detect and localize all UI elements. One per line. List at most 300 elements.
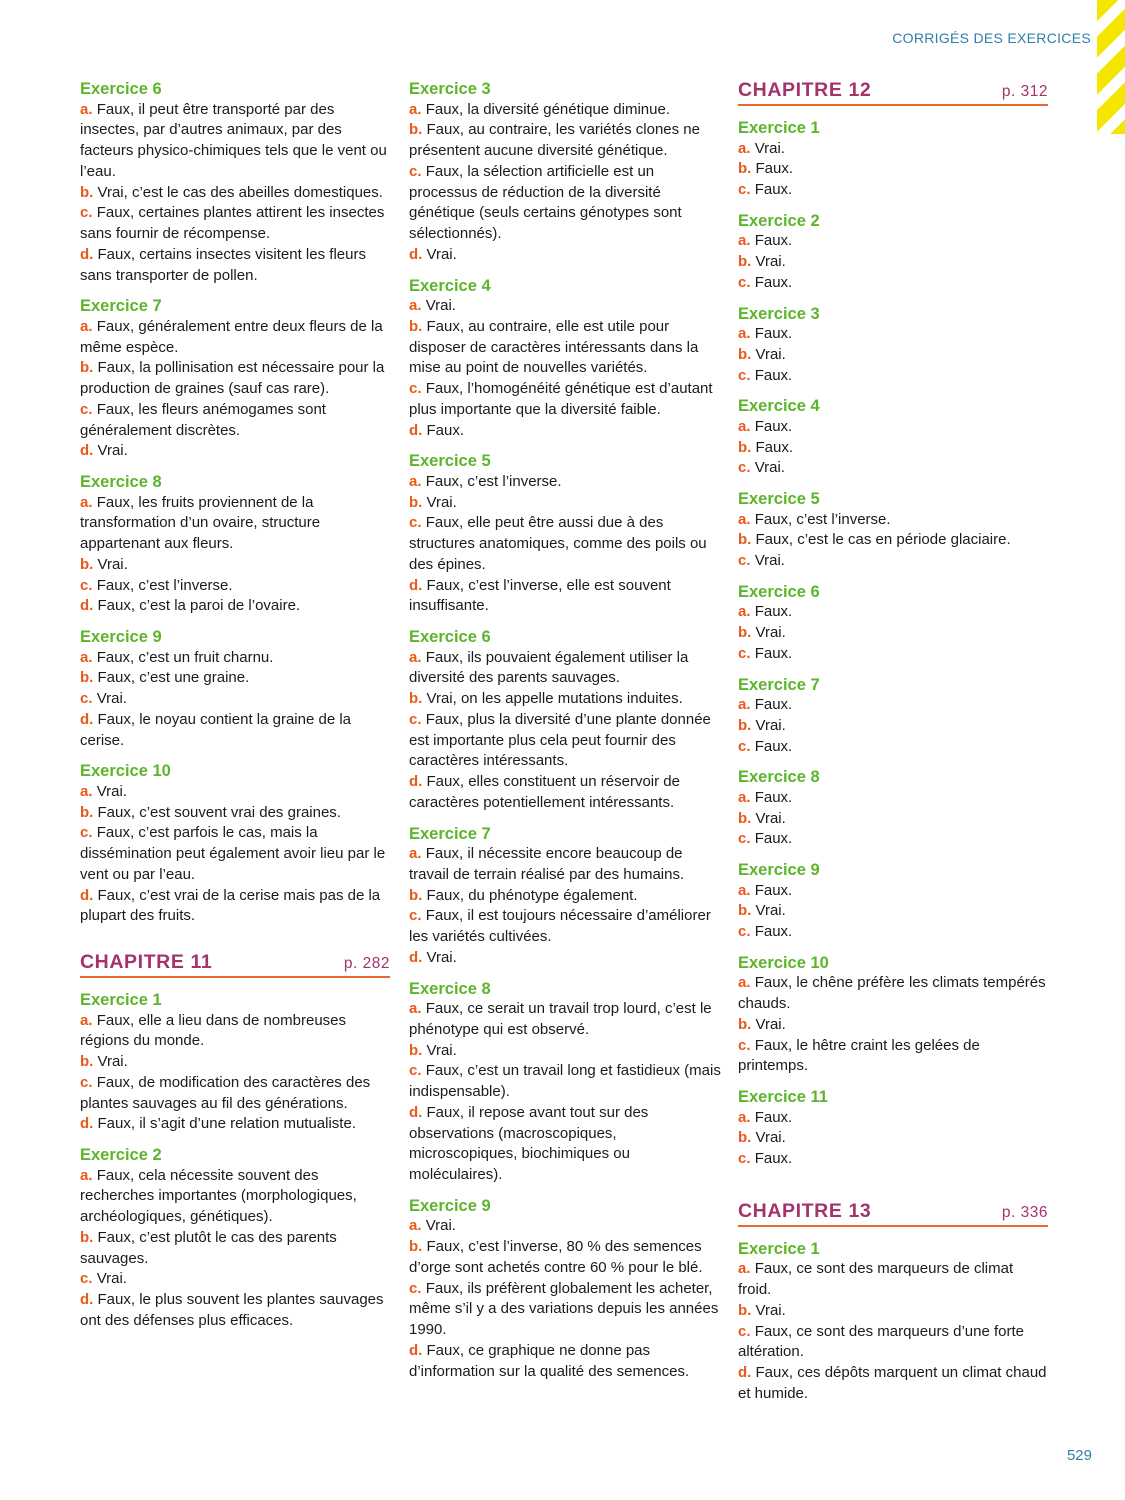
exercise-block (409, 824, 725, 969)
answer-letter: c. (738, 366, 751, 384)
answer-line (409, 576, 725, 618)
answer-line (409, 710, 725, 772)
answer-letter: a. (80, 317, 93, 335)
answer-letter: c. (80, 824, 93, 842)
chapter-header (738, 1200, 1048, 1227)
exercise-block (738, 675, 1048, 758)
answer-text: Faux, ce graphique ne donne pas d’information sur la qualité des semences. (409, 1341, 690, 1380)
answer-letter: b. (738, 253, 752, 270)
answer-line (409, 648, 725, 690)
exercise-block (80, 79, 390, 286)
exercise-title: Exercice 8 (738, 768, 820, 787)
answer-letter: c. (409, 907, 422, 925)
answer-text: Faux, cela nécessite souvent des recherches importantes (morphologiques, archéologiques, génétiques). (80, 1166, 357, 1225)
answer-line (80, 317, 390, 359)
answer-text: Faux, au contraire, les variétés clones ne présentent aucune diversité génétique. (409, 121, 700, 159)
answer-line (80, 1166, 390, 1228)
answer-letter: b. (738, 345, 752, 363)
answer-line (80, 100, 390, 183)
answer-line (409, 513, 725, 575)
answer-line (738, 231, 1048, 252)
answer-text: Faux, ce sont des marqueurs de climat froid. (738, 1260, 1014, 1298)
answer-text: Faux. (754, 181, 793, 198)
answer-letter: c. (80, 576, 93, 594)
answer-letter: a. (738, 139, 751, 157)
answer-letter: c. (80, 1073, 93, 1091)
answer-letter: d. (738, 1364, 752, 1381)
answer-letter: a. (409, 100, 422, 118)
answer-letter: b. (738, 809, 752, 827)
answer-letter: d. (409, 576, 423, 594)
exercise-title: Exercice 10 (738, 953, 829, 972)
answer-line (409, 162, 725, 245)
exercise-title: Exercice 1 (738, 119, 820, 137)
answer-text: Vrai. (96, 782, 127, 800)
exercise-block (80, 627, 390, 751)
answer-text: Faux, généralement entre deux fleurs de la même espèce. (80, 317, 383, 356)
answer-line (738, 345, 1048, 366)
answer-text: Vrai. (755, 1301, 786, 1319)
answer-text: Vrai. (755, 253, 786, 270)
answer-line (738, 458, 1048, 479)
exercise-title: Exercice 8 (409, 979, 491, 998)
chapter-page-ref: p. 282 (343, 955, 390, 972)
answer-text: Faux. (755, 438, 794, 456)
answer-text: Faux. (754, 417, 793, 435)
answer-line (80, 1290, 390, 1332)
answer-text: Faux, ce serait un travail trop lourd, c’est le phénotype qui est observé. (409, 1000, 712, 1038)
answer-line (80, 803, 390, 824)
answer-line (409, 493, 725, 514)
answer-line (409, 1237, 725, 1279)
answer-letter: c. (738, 830, 751, 848)
answer-text: Faux. (754, 923, 793, 940)
answer-line (409, 999, 725, 1041)
answer-letter: c. (409, 514, 422, 532)
exercise-title: Exercice 4 (409, 276, 491, 295)
exercise-block (738, 1239, 1048, 1405)
answer-text: Faux. (754, 696, 793, 713)
exercise-block (738, 396, 1048, 479)
exercise-title: Exercice 6 (409, 628, 491, 646)
answer-letter: d. (409, 1341, 423, 1359)
answer-text: Faux. (754, 737, 793, 755)
running-header: CORRIGÉS DES EXERCICES (892, 30, 1091, 46)
answer-text: Vrai. (97, 555, 128, 573)
answer-text: Faux, plus la diversité d’une plante donnée est importante plus cela peut fournir des caractères intéressants. (409, 710, 711, 770)
answer-letter: a. (80, 1011, 93, 1029)
answer-letter: d. (409, 773, 423, 790)
answer-text: Faux. (754, 1108, 793, 1126)
exercise-group (80, 79, 390, 927)
answer-line (738, 1036, 1048, 1078)
answer-line (409, 379, 725, 421)
answer-text: Vrai. (754, 459, 785, 477)
answer-line (738, 438, 1048, 459)
answer-text: Faux. (754, 603, 793, 621)
answer-line (409, 844, 725, 886)
answer-line (738, 737, 1048, 758)
answer-letter: c. (738, 273, 751, 291)
answer-text: Faux. (754, 325, 793, 342)
answer-letter: d. (409, 1103, 423, 1121)
answer-text: Faux, c’est l’inverse, 80 % des semences d’orge sont achetés contre 60 % pour le blé. (409, 1238, 703, 1276)
answer-letter: c. (738, 1150, 751, 1167)
answer-text: Faux, c’est l’inverse. (425, 472, 562, 490)
answer-text: Faux, certains insectes visitent les fleurs sans transporter de pollen. (80, 245, 366, 284)
answer-text: Faux. (754, 273, 793, 291)
answer-line (738, 1363, 1048, 1405)
answer-line (738, 551, 1048, 572)
chapter-header (80, 951, 390, 978)
answer-line (409, 1041, 725, 1062)
answer-line (409, 421, 725, 442)
exercise-block (738, 582, 1048, 665)
answer-line (80, 183, 390, 204)
answer-line (409, 689, 725, 710)
exercise-title: Exercice 1 (738, 1239, 820, 1258)
answer-letter: b. (409, 690, 423, 707)
answer-text: Faux, les fruits proviennent de la transformation d’un ovaire, structure appartenant aux fleurs. (80, 493, 321, 552)
answer-line (80, 245, 390, 287)
corner-stripes (1097, 0, 1125, 134)
answer-line (738, 602, 1048, 623)
answer-text: Faux. (754, 644, 793, 662)
answer-letter: b. (738, 531, 752, 549)
exercise-block (80, 761, 390, 927)
answer-line (409, 1279, 725, 1341)
answer-letter: c. (409, 1279, 422, 1297)
answer-letter: a. (80, 493, 93, 511)
answer-text: Faux, la pollinisation est nécessaire pour la production de graines (sauf cas rare). (80, 359, 385, 397)
answer-letter: a. (738, 232, 751, 250)
answer-text: Vrai. (755, 716, 786, 734)
page-number: 529 (1066, 1447, 1092, 1464)
exercise-title: Exercice 5 (738, 490, 820, 508)
answer-text: Vrai. (755, 624, 786, 641)
answer-text: Faux, elle peut être aussi due à des structures anatomiques, comme des poils ou des épines. (409, 514, 707, 573)
answer-text: Faux, la diversité génétique diminue. (425, 100, 670, 118)
answer-letter: d. (80, 1115, 94, 1133)
answer-letter: a. (409, 1217, 422, 1235)
answer-letter: b. (409, 1041, 423, 1059)
answer-letter: d. (80, 710, 94, 728)
answer-text: Faux, c’est l’inverse, elle est souvent insuffisante. (409, 576, 671, 615)
answer-line (738, 973, 1048, 1015)
chapter-title: CHAPITRE 12 (738, 79, 872, 101)
answer-letter: a. (738, 325, 751, 342)
answer-text: Vrai. (425, 297, 456, 314)
answer-line (409, 1216, 725, 1237)
chapter-page-ref: p. 336 (1001, 1203, 1048, 1221)
answer-text: Faux. (754, 788, 793, 806)
answer-text: Vrai. (755, 902, 786, 920)
answer-letter: d. (80, 886, 94, 904)
answer-text: Faux, ils préfèrent globalement les acheter, même s’il y a des variations depuis les années 1990. (409, 1279, 719, 1338)
answer-text: Faux, c’est vrai de la cerise mais pas de la plupart des fruits. (80, 886, 381, 925)
answer-text: Vrai. (755, 809, 786, 827)
answer-line (409, 906, 725, 948)
exercise-block (80, 1145, 390, 1332)
answer-line (80, 782, 390, 803)
answer-text: Faux, c’est le cas en période glaciaire. (755, 531, 1011, 549)
exercise-title: Exercice 7 (738, 675, 820, 694)
exercise-block (409, 979, 725, 1186)
exercise-block (738, 953, 1048, 1077)
answer-line (80, 400, 390, 442)
answer-letter: b. (738, 1301, 752, 1319)
answer-line (80, 1011, 390, 1053)
answer-line (409, 948, 725, 969)
exercise-title: Exercice 7 (80, 297, 162, 316)
exercise-block (409, 451, 725, 617)
answer-line (409, 1341, 725, 1383)
answer-line (738, 139, 1048, 160)
answer-text: Vrai. (426, 948, 457, 966)
answer-letter: c. (738, 1036, 751, 1054)
answer-letter: d. (80, 442, 94, 460)
answer-text: Vrai. (97, 1053, 128, 1070)
answer-line (738, 324, 1048, 345)
column-2 (409, 79, 725, 1382)
answer-letter: a. (80, 782, 93, 800)
answer-text: Vrai. (754, 552, 785, 569)
answer-line (409, 1061, 725, 1103)
answer-line (80, 1114, 390, 1135)
answer-letter: a. (80, 1166, 93, 1184)
answer-letter: b. (409, 317, 423, 335)
answer-letter: b. (80, 555, 94, 573)
answer-letter: d. (80, 597, 94, 615)
answer-letter: a. (738, 696, 751, 713)
answer-text: Vrai. (96, 1270, 127, 1288)
answer-letter: b. (80, 1228, 94, 1246)
answer-text: Faux, c’est plutôt le cas des parents sauvages. (80, 1228, 337, 1267)
answer-line (80, 493, 390, 555)
answer-letter: b. (80, 803, 94, 821)
answer-line (409, 772, 725, 814)
exercise-title: Exercice 6 (738, 582, 820, 601)
answer-letter: c. (80, 690, 93, 707)
answer-line (738, 644, 1048, 665)
answer-letter: d. (80, 245, 94, 263)
answer-letter: b. (738, 160, 752, 178)
answer-letter: b. (409, 493, 423, 511)
answer-line (738, 510, 1048, 531)
exercise-title: Exercice 3 (738, 304, 820, 323)
answer-letter: b. (409, 121, 423, 139)
answer-text: Faux. (755, 160, 794, 178)
answer-text: Faux, l’homogénéité génétique est d’autant plus importante que la diversité faible. (409, 380, 713, 418)
answer-letter: a. (738, 974, 751, 992)
answer-line (738, 1128, 1048, 1149)
column-3 (738, 79, 1048, 1405)
answer-text: Faux, il s’agit d’une relation mutualiste. (97, 1115, 356, 1133)
answer-line (738, 1301, 1048, 1322)
exercise-block (80, 472, 390, 617)
answer-line (409, 886, 725, 907)
answer-text: Faux, c’est un travail long et fastidieux (mais indispensable). (409, 1062, 721, 1100)
answer-letter: c. (80, 400, 93, 418)
answer-line (738, 273, 1048, 294)
answer-line (738, 180, 1048, 201)
answer-text: Faux. (754, 232, 793, 250)
answer-text: Vrai. (96, 690, 127, 707)
answer-line (80, 203, 390, 245)
exercise-block (409, 1196, 725, 1383)
answer-letter: a. (738, 510, 751, 528)
exercise-block (738, 211, 1048, 294)
answer-letter: c. (738, 644, 751, 662)
answer-line (80, 596, 390, 617)
answer-letter: b. (738, 1015, 752, 1033)
answer-line (80, 668, 390, 689)
answer-letter: c. (409, 380, 422, 397)
answer-letter: b. (738, 716, 752, 734)
exercise-block (738, 767, 1048, 850)
chapter-page-ref: p. 312 (1001, 83, 1048, 100)
answer-text: Vrai. (754, 139, 785, 157)
answer-line (80, 710, 390, 752)
answer-letter: a. (738, 788, 751, 806)
exercise-title: Exercice 10 (80, 762, 171, 781)
answer-letter: a. (409, 297, 422, 314)
answer-line (738, 881, 1048, 902)
exercise-block (80, 990, 390, 1135)
answer-text: Faux, au contraire, elle est utile pour disposer de caractères intéressants dans la mise au point de nouvelles variétés. (409, 317, 699, 377)
answer-text: Faux, il nécessite encore beaucoup de travail de terrain réalisé par des humains. (409, 845, 685, 883)
answer-letter: a. (738, 881, 751, 899)
answer-text: Faux, c’est souvent vrai des graines. (97, 803, 341, 821)
exercise-block (738, 118, 1048, 201)
answer-line (80, 1073, 390, 1115)
answer-text: Vrai, on les appelle mutations induites. (426, 690, 683, 707)
answer-line (80, 441, 390, 462)
exercise-title: Exercice 6 (80, 80, 162, 98)
answer-text: Faux, c’est l’inverse. (96, 576, 233, 594)
exercise-title: Exercice 5 (409, 452, 491, 471)
answer-letter: b. (80, 183, 94, 201)
answer-letter: b. (738, 902, 752, 920)
answer-text: Faux, du phénotype également. (426, 886, 638, 904)
answer-text: Faux, c’est une graine. (97, 669, 250, 687)
answer-line (738, 366, 1048, 387)
chapter-title: CHAPITRE 11 (80, 951, 213, 973)
answer-text: Faux, elle a lieu dans de nombreuses régions du monde. (80, 1011, 347, 1050)
answer-text: Vrai. (755, 345, 786, 363)
answer-line (738, 159, 1048, 180)
exercise-block (80, 296, 390, 462)
answer-letter: c. (409, 162, 422, 180)
answer-text: Vrai. (426, 1041, 457, 1059)
answer-letter: a. (738, 417, 751, 435)
answer-text: Faux, ils pouvaient également utiliser la diversité des parents sauvages. (409, 648, 689, 687)
answer-text: Faux, le noyau contient la graine de la cerise. (80, 710, 352, 749)
answer-letter: d. (80, 1291, 94, 1308)
answer-line (738, 788, 1048, 809)
answer-letter: c. (738, 459, 751, 477)
exercise-block (409, 627, 725, 814)
answer-text: Vrai. (425, 1217, 456, 1235)
answer-line (738, 252, 1048, 273)
answer-letter: c. (738, 181, 751, 198)
answer-text: Faux, c’est un fruit charnu. (96, 648, 274, 666)
chapter-section (738, 79, 1048, 1170)
answer-text: Faux, certaines plantes attirent les insectes sans fournir de récompense. (80, 204, 385, 242)
answer-line (409, 100, 725, 121)
answer-letter: b. (409, 1238, 423, 1255)
chapter-section (738, 1200, 1048, 1405)
answer-letter: b. (738, 438, 752, 456)
answer-text: Faux, c’est parfois le cas, mais la dissémination peut également avoir lieu par le vent ou par l’eau. (80, 824, 386, 883)
answer-line (738, 809, 1048, 830)
answer-letter: a. (409, 845, 422, 862)
answer-text: Faux, la sélection artificielle est un processus de réduction de la diversité génétique (seuls certains génotypes sont sélectionnés). (409, 162, 682, 242)
answer-line (80, 1052, 390, 1073)
answer-line (738, 1259, 1048, 1301)
exercise-title: Exercice 9 (409, 1196, 491, 1215)
answer-line (738, 922, 1048, 943)
answer-text: Faux, c’est la paroi de l’ovaire. (97, 597, 301, 615)
answer-letter: c. (738, 737, 751, 755)
chapter-header (738, 79, 1048, 106)
answer-line (738, 1015, 1048, 1036)
answer-line (738, 1322, 1048, 1364)
answer-text: Faux. (754, 881, 793, 899)
answer-text: Faux, le chêne préfère les climats tempérés chauds. (738, 974, 1046, 1012)
exercise-title: Exercice 2 (738, 211, 820, 230)
answer-letter: b. (80, 359, 94, 377)
answer-line (738, 829, 1048, 850)
answer-text: Vrai, c’est le cas des abeilles domestiques. (97, 183, 383, 201)
answer-text: Faux, il est toujours nécessaire d’améliorer les variétés cultivées. (409, 907, 711, 945)
answer-letter: a. (738, 1108, 751, 1126)
answer-line (80, 823, 390, 885)
answer-line (409, 120, 725, 162)
chapter-title: CHAPITRE 13 (738, 1199, 872, 1222)
answer-text: Vrai. (97, 442, 128, 460)
answer-letter: a. (409, 648, 422, 666)
answer-line (738, 716, 1048, 737)
answer-letter: b. (738, 624, 752, 641)
answer-letter: d. (409, 948, 423, 966)
answer-letter: a. (80, 100, 93, 118)
answer-letter: a. (409, 1000, 422, 1017)
exercise-title: Exercice 7 (409, 824, 491, 843)
answer-letter: c. (738, 552, 751, 569)
exercise-block (409, 79, 725, 266)
answer-line (80, 576, 390, 597)
answer-letter: b. (80, 669, 94, 687)
answer-line (80, 1269, 390, 1290)
answer-letter: c. (80, 204, 93, 222)
exercise-title: Exercice 9 (80, 628, 162, 646)
answer-line (738, 623, 1048, 644)
answer-letter: b. (738, 1129, 752, 1147)
answer-letter: c. (738, 923, 751, 940)
answer-line (80, 358, 390, 400)
answer-text: Faux, il repose avant tout sur des observations (macroscopiques, microscopiques, biochimiques ou moléculaires). (409, 1103, 649, 1183)
answer-letter: c. (409, 1062, 422, 1080)
exercise-group (409, 79, 725, 1382)
answer-line (738, 901, 1048, 922)
answer-text: Vrai. (426, 493, 457, 511)
answer-text: Faux, le plus souvent les plantes sauvages ont des défenses plus efficaces. (80, 1291, 384, 1329)
exercise-title: Exercice 4 (738, 397, 820, 416)
exercise-title: Exercice 11 (738, 1088, 828, 1106)
answer-line (80, 648, 390, 669)
answer-line (80, 886, 390, 928)
